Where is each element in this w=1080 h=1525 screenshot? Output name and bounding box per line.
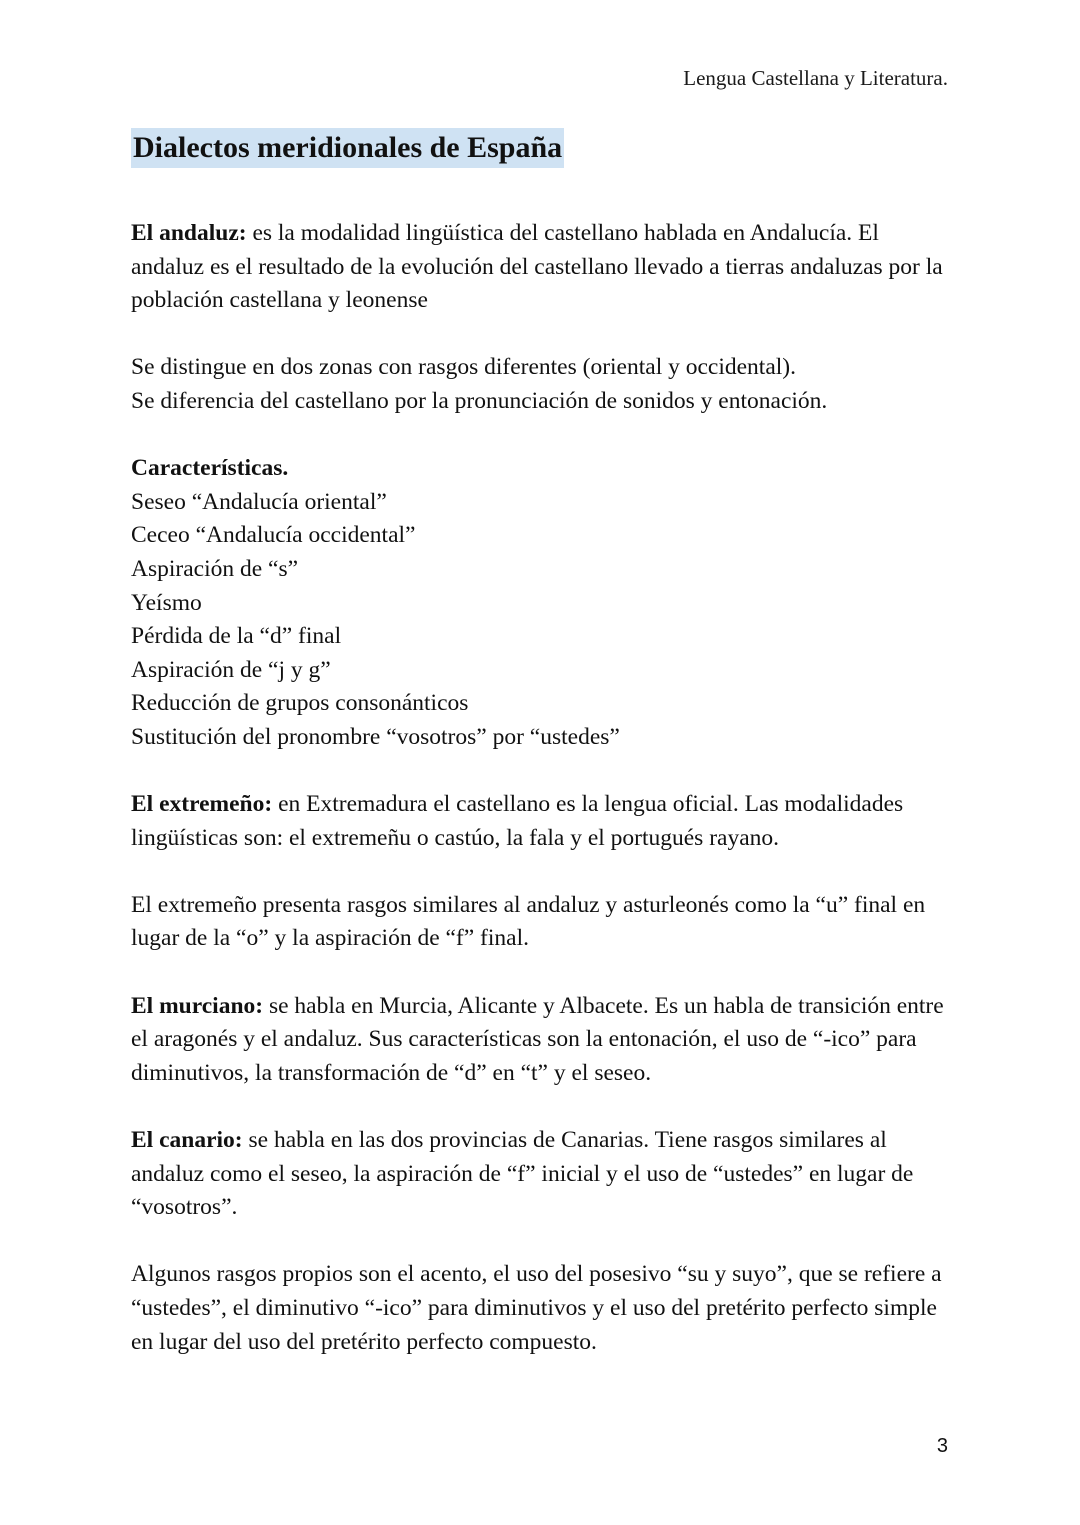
- extremeno-term: El extremeño:: [131, 791, 273, 818]
- document-title: Dialectos meridionales de España: [131, 128, 564, 168]
- extremeno-detail: El extremeño presenta rasgos similares al andaluz y asturleonés como la “u” final en lugar de la “o” y la aspiración de “f” final.: [131, 891, 926, 952]
- feature-item: Aspiración de “j y g”: [131, 656, 331, 683]
- feature-item: Sustitución del pronombre “vosotros” por “ustedes”: [131, 723, 620, 750]
- features-heading-text: Características.: [131, 455, 289, 482]
- extremeno-text: en Extremadura el castellano es la lengua oficial. Las modalidades lingüísticas son: el extremeñu o castúo, la fala y el portugués rayano.: [131, 791, 904, 851]
- andaluz-paragraph: [131, 217, 951, 318]
- extremeno-paragraph: [131, 788, 951, 855]
- canario-detail: Algunos rasgos propios son el acento, el uso del posesivo “su y suyo”, que se refiere a “ustedes”, el diminutivo “-ico” para diminutivos y el uso del pretérito perfecto simple en lugar del uso del pretérito perfecto compuesto.: [131, 1261, 942, 1355]
- page-number: 3: [936, 1435, 948, 1457]
- document-body: [131, 128, 951, 1359]
- murciano-term: El murciano:: [131, 992, 264, 1019]
- feature-item: Ceceo “Andalucía occidental”: [131, 522, 416, 549]
- andaluz-zones-line-1: Se distingue en dos zonas con rasgos diferentes (oriental y occidental).: [131, 354, 796, 381]
- andaluz-text: es la modalidad lingüística del castellano hablada en Andalucía. El andaluz es el resultado de la evolución del castellano llevado a tierras andaluzas por la población castellana y leonense: [131, 220, 943, 314]
- feature-item: Pérdida de la “d” final: [131, 623, 342, 650]
- feature-item: Seseo “Andalucía oriental”: [131, 488, 387, 515]
- feature-item: Yeísmo: [131, 589, 202, 616]
- canario-paragraph: [131, 1124, 951, 1225]
- andaluz-term: El andaluz:: [131, 220, 247, 246]
- murciano-paragraph: [131, 990, 951, 1091]
- canario-term: El canario:: [131, 1127, 243, 1154]
- andaluz-zones-line-2: Se diferencia del castellano por la pronunciación de sonidos y entonación.: [131, 387, 828, 414]
- features-list: [131, 486, 951, 755]
- page-header: Lengua Castellana y Literatura.: [683, 66, 948, 90]
- features-heading: [131, 452, 951, 486]
- feature-item: Reducción de grupos consonánticos: [131, 690, 469, 717]
- murciano-text: se habla en Murcia, Alicante y Albacete. Es un habla de transición entre el aragonés y el andaluz. Sus características son la entonación, el uso de “-ico” para diminutivos, la transformación de “d” en “t” y el seseo.: [131, 992, 944, 1086]
- canario-text: se habla en las dos provincias de Canarias. Tiene rasgos similares al andaluz como el seseo, la aspiración de “f” inicial y el uso de “ustedes” en lugar de “vosotros”.: [131, 1127, 914, 1221]
- feature-item: Aspiración de “s”: [131, 555, 299, 582]
